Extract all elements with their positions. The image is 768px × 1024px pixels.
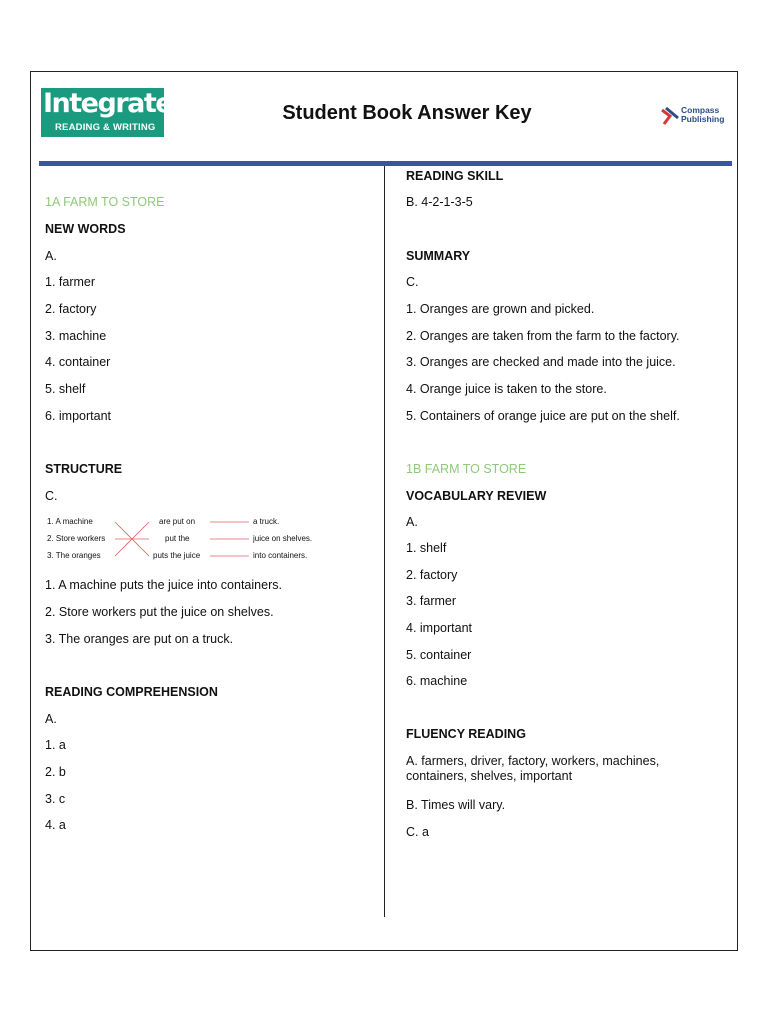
- new-words-sub: A.: [45, 249, 57, 263]
- logo-sub-text: READING & WRITING: [55, 122, 156, 133]
- list-item: 1. shelf: [406, 541, 447, 555]
- list-item: 2. b: [45, 765, 66, 779]
- list-item: 6. important: [45, 409, 112, 423]
- page-title: Student Book Answer Key: [282, 102, 532, 124]
- summary-heading: SUMMARY: [406, 249, 471, 263]
- new-words-heading: NEW WORDS: [45, 222, 126, 236]
- vocab-heading: VOCABULARY REVIEW: [406, 489, 547, 503]
- list-item: 1. farmer: [45, 275, 96, 289]
- list-item: 3. Oranges are checked and made into the juice.: [406, 355, 676, 369]
- list-item: 4. important: [406, 621, 473, 635]
- match-mid-2: put the: [165, 534, 190, 543]
- structure-heading: STRUCTURE: [45, 462, 123, 476]
- list-item: 2. factory: [406, 568, 458, 582]
- list-item: 2. Store workers put the juice on shelves.: [45, 605, 274, 619]
- publisher-name: [681, 106, 724, 124]
- list-item: 1. a: [45, 738, 66, 752]
- section-heading-1b: 1B FARM TO STORE: [406, 462, 527, 476]
- vocab-sub: A.: [406, 515, 418, 529]
- header-rule: [39, 161, 732, 166]
- list-item: 2. Oranges are taken from the farm to the factory.: [406, 329, 680, 343]
- list-item: 4. Orange juice is taken to the store.: [406, 382, 607, 396]
- list-item: 1. Oranges are grown and picked.: [406, 302, 595, 316]
- compass-star-icon: [660, 106, 680, 126]
- list-item: 4. container: [45, 355, 111, 369]
- list-item: 4. a: [45, 818, 66, 832]
- list-item: 5. shelf: [45, 382, 86, 396]
- column-divider: [384, 166, 385, 917]
- reading-skill-answer: B. 4-2-1-3-5: [406, 195, 473, 209]
- compass-publishing-logo: [660, 105, 730, 127]
- match-mid-1: are put on: [159, 517, 196, 526]
- fluency-answer-c: C. a: [406, 825, 429, 839]
- match-left-2: 2. Store workers: [47, 534, 106, 543]
- match-mid-3: puts the juice: [153, 551, 201, 560]
- publisher-line2: Publishing: [681, 114, 725, 124]
- summary-sub: C.: [406, 275, 419, 289]
- list-item: 5. Containers of orange juice are put on the shelf.: [406, 409, 680, 423]
- list-item: 3. c: [45, 792, 66, 806]
- list-item: 3. farmer: [406, 594, 457, 608]
- fluency-heading: FLUENCY READING: [406, 727, 526, 741]
- fluency-answer-b: B. Times will vary.: [406, 798, 506, 812]
- matching-figure: [47, 514, 317, 562]
- list-item: 6. machine: [406, 674, 468, 688]
- match-right-1: a truck.: [253, 517, 280, 526]
- reading-skill-heading: READING SKILL: [406, 169, 504, 183]
- list-item: 2. factory: [45, 302, 97, 316]
- publisher-line1: Compass: [681, 105, 720, 115]
- match-right-2: juice on shelves.: [253, 534, 313, 543]
- list-item: 5. container: [406, 648, 472, 662]
- match-left-1: 1. A machine: [47, 517, 93, 526]
- logo-main-text: Integrate: [43, 88, 173, 119]
- comprehension-sub: A.: [45, 712, 57, 726]
- match-left-3: 3. The oranges: [47, 551, 101, 560]
- list-item: 3. The oranges are put on a truck.: [45, 632, 234, 646]
- comprehension-heading: READING COMPREHENSION: [45, 685, 218, 699]
- match-right-3: into containers.: [253, 551, 308, 560]
- fluency-answer-a: A. farmers, driver, factory, workers, machines, containers, shelves, important: [406, 754, 660, 783]
- list-item: 3. machine: [45, 329, 107, 343]
- list-item: 1. A machine puts the juice into containers.: [45, 578, 282, 592]
- section-heading-1a: 1A FARM TO STORE: [45, 195, 165, 209]
- structure-sub: C.: [45, 489, 58, 503]
